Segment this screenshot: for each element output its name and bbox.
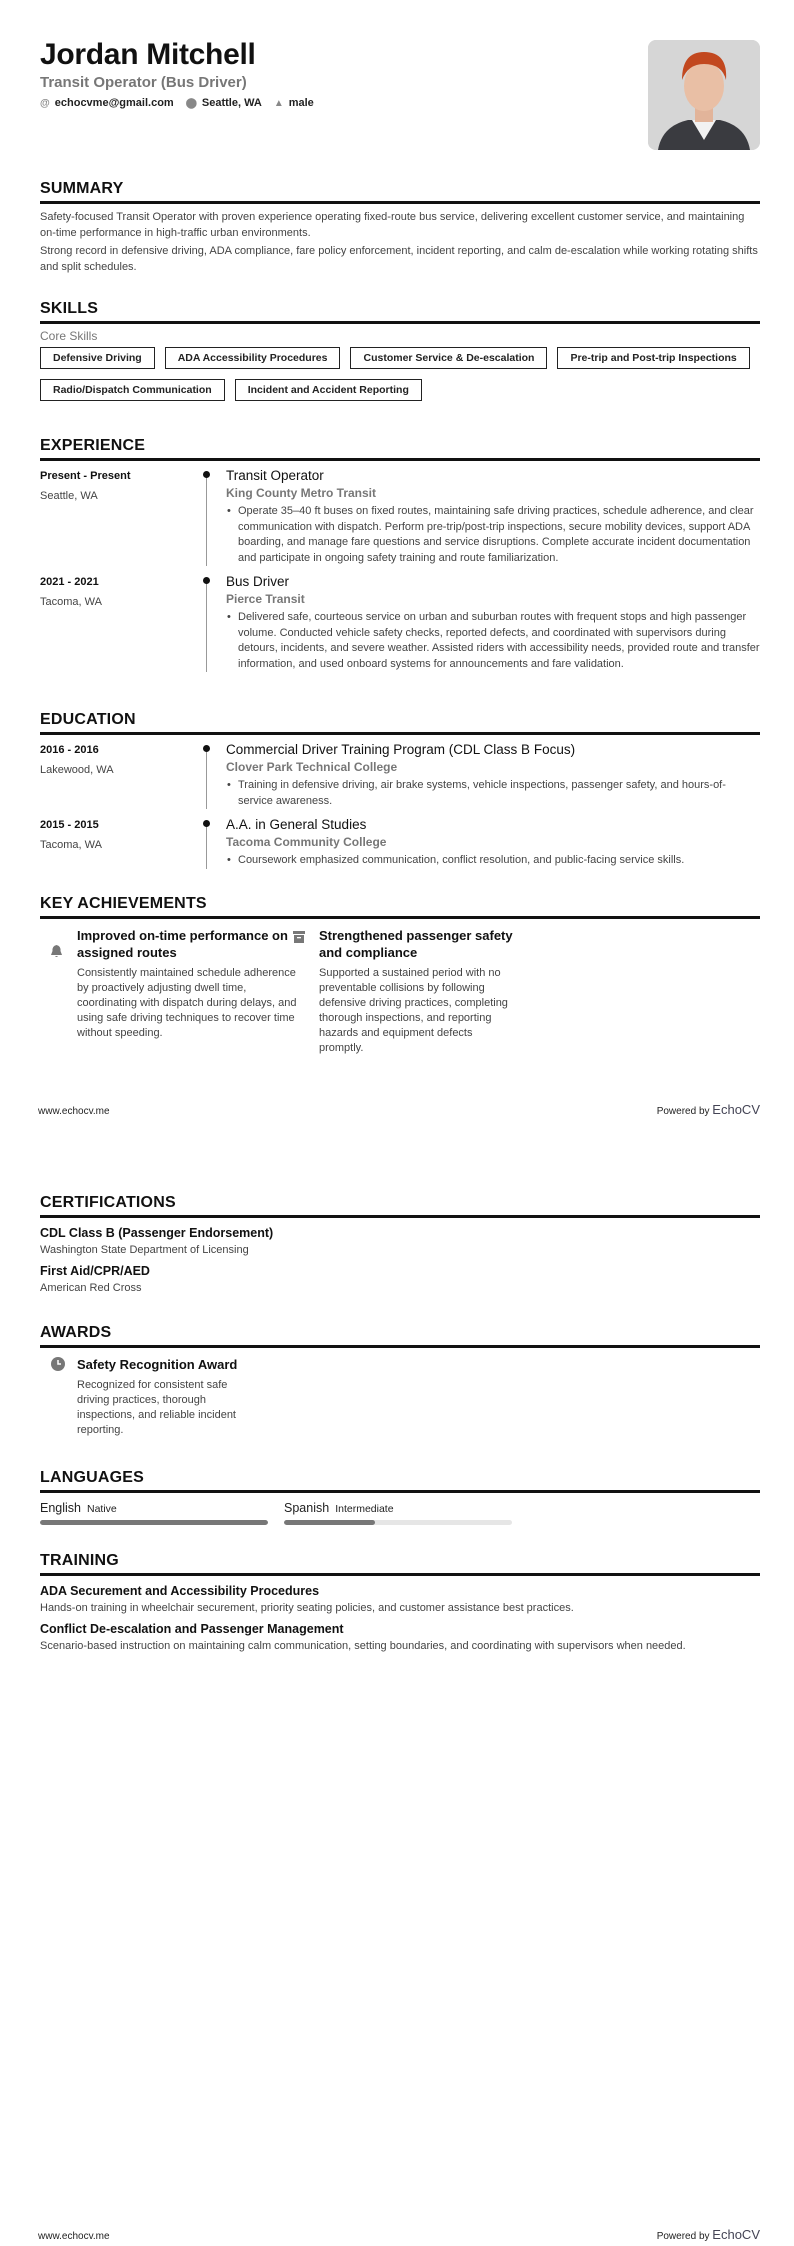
education-section <box>40 711 760 869</box>
education-item <box>40 742 760 809</box>
organization: King County Metro Transit <box>226 486 376 500</box>
training-desc: Scenario-based instruction on maintaining calm communication, setting boundaries, and coordinating with supervisors when needed. <box>40 1640 686 1652</box>
education-item <box>40 817 760 869</box>
timeline-dot <box>203 745 210 752</box>
languages-section <box>40 1469 760 1529</box>
proficiency-bar <box>284 1520 512 1525</box>
achievement-desc: Consistently maintained schedule adherence by proactively adjusting dwell time, coordinating with dispatch during delays, and using safe driving techniques to recover time without speeding. <box>77 967 297 1039</box>
certifications-section <box>40 1194 760 1294</box>
skill-group-label: Core Skills <box>40 329 98 343</box>
achievements-section <box>40 895 760 1095</box>
footer-powered-by: Powered by EchoCV <box>656 2227 760 2242</box>
language-level: Intermediate <box>335 1503 394 1515</box>
role: Transit Operator <box>226 468 324 483</box>
language-item <box>284 1499 512 1525</box>
section-heading: AWARDS <box>40 1324 760 1348</box>
section-heading: EXPERIENCE <box>40 437 760 461</box>
at-icon: @ <box>40 98 50 109</box>
awards-section <box>40 1324 760 1444</box>
location-pin-icon: ⬤ <box>185 98 197 109</box>
role: Bus Driver <box>226 574 290 589</box>
award-desc: Recognized for consistent safe driving practices, thorough inspections, and reliable incident reporting. <box>77 1379 236 1436</box>
training-desc: Hands-on training in wheelchair securement, priority seating policies, and customer assistance best practices. <box>40 1602 574 1614</box>
bullet: • Operate 35–40 ft buses on fixed routes, maintaining safe driving practices, schedule adherence, and clear communication with dispatch. Perform pre-trip/post-trip inspections, secure mobility devices, support ADA boarding, and manage fare questions and service disruptions. Complete accurate incident documentation and participate in ongoing safety training and route familiarization. <box>226 504 760 566</box>
skill-chip: Radio/Dispatch Communication <box>40 379 225 401</box>
location: Lakewood, WA <box>40 764 114 776</box>
award-title: Safety Recognition Award <box>77 1357 238 1372</box>
archive-icon <box>293 931 305 946</box>
contact-info <box>40 97 314 109</box>
location: Seattle, WA <box>40 490 98 502</box>
date-range: 2015 - 2015 <box>40 819 99 831</box>
award-item <box>77 1356 257 1438</box>
language-name: English <box>40 1501 81 1515</box>
language-name: Spanish <box>284 1501 330 1515</box>
profile-photo <box>648 40 760 150</box>
achievement-item <box>319 927 519 1056</box>
clock-icon <box>51 1357 65 1374</box>
summary-text: Strong record in defensive driving, ADA compliance, fare policy enforcement, incident reporting, and calm de-escalation while working rotating shifts and split schedules. <box>40 245 758 273</box>
summary-section <box>40 180 760 275</box>
proficiency-fill <box>284 1520 375 1525</box>
email[interactable]: echocvme@gmail.com <box>54 97 174 109</box>
section-heading: LANGUAGES <box>40 1469 760 1493</box>
timeline-line <box>206 746 207 809</box>
school: Clover Park Technical College <box>226 760 398 774</box>
timeline-line <box>206 578 207 672</box>
date-range: Present - Present <box>40 470 131 482</box>
timeline-dot <box>203 577 210 584</box>
bullet: • Delivered safe, courteous service on urban and suburban routes with frequent stops and high passenger volume. Conducted vehicle safety checks, reported defects, and coordinated with supervisors during detours, incidents, and severe weather. Assisted riders with accessibility needs, provided route and transfer information, and used onboard systems for announcements and fare validation. <box>226 610 760 672</box>
achievement-item <box>77 927 297 1041</box>
person-icon: ▲ <box>273 98 284 109</box>
degree: Commercial Driver Training Program (CDL Class B Focus) <box>226 742 576 757</box>
proficiency-bar <box>40 1520 268 1525</box>
footer-powered-by: Powered by EchoCV <box>656 1102 760 1117</box>
date-range: 2016 - 2016 <box>40 744 99 756</box>
timeline-dot <box>203 820 210 827</box>
section-heading: EDUCATION <box>40 711 760 735</box>
job-title: Transit Operator (Bus Driver) <box>40 74 247 91</box>
bell-icon <box>51 945 62 961</box>
section-heading: SKILLS <box>40 300 760 324</box>
section-heading: CERTIFICATIONS <box>40 1194 760 1218</box>
footer-site-link[interactable]: www.echocv.me <box>38 2231 110 2242</box>
experience-section <box>40 437 760 672</box>
section-heading: KEY ACHIEVEMENTS <box>40 895 760 919</box>
training-title: ADA Securement and Accessibility Procedures <box>40 1584 320 1598</box>
summary-text: Safety-focused Transit Operator with proven experience operating fixed-route bus service, delivering excellent customer service, and maintaining on-time performance in high-traffic urban environments. <box>40 211 745 239</box>
section-heading: SUMMARY <box>40 180 760 204</box>
bullet: • Training in defensive driving, air brake systems, vehicle inspections, passenger safety, and hours-of-service awareness. <box>226 778 760 809</box>
skill-chip: ADA Accessibility Procedures <box>165 347 341 369</box>
bullet: • Coursework emphasized communication, conflict resolution, and public-facing service skills. <box>226 853 760 869</box>
cert-title: First Aid/CPR/AED <box>40 1264 150 1278</box>
achievement-title: Strengthened passenger safety and compliance <box>319 928 513 960</box>
language-level: Native <box>87 1503 117 1515</box>
timeline-dot <box>203 471 210 478</box>
skill-chip: Customer Service & De-escalation <box>350 347 547 369</box>
timeline-line <box>206 821 207 869</box>
cert-title: CDL Class B (Passenger Endorsement) <box>40 1226 274 1240</box>
skill-chip: Defensive Driving <box>40 347 155 369</box>
brand-logo[interactable]: EchoCV <box>712 1102 760 1117</box>
degree: A.A. in General Studies <box>226 817 367 832</box>
location: Seattle, WA <box>201 97 262 109</box>
cert-issuer: Washington State Department of Licensing <box>40 1244 249 1256</box>
brand-logo[interactable]: EchoCV <box>712 2227 760 2242</box>
skill-chip: Incident and Accident Reporting <box>235 379 422 401</box>
language-item <box>40 1499 268 1525</box>
training-title: Conflict De-escalation and Passenger Management <box>40 1622 344 1636</box>
school: Tacoma Community College <box>226 835 387 849</box>
candidate-name: Jordan Mitchell <box>40 38 256 71</box>
location: Tacoma, WA <box>40 596 102 608</box>
gender: male <box>288 97 314 109</box>
timeline-line <box>206 472 207 566</box>
proficiency-fill <box>40 1520 268 1525</box>
skills-section <box>40 300 760 401</box>
location: Tacoma, WA <box>40 839 102 851</box>
achievement-title: Improved on-time performance on assigned routes <box>77 928 288 960</box>
training-section <box>40 1552 760 1652</box>
cert-issuer: American Red Cross <box>40 1282 142 1294</box>
organization: Pierce Transit <box>226 592 305 606</box>
footer-site-link[interactable]: www.echocv.me <box>38 1106 110 1117</box>
experience-item <box>40 574 760 672</box>
skill-chip: Pre-trip and Post-trip Inspections <box>557 347 749 369</box>
date-range: 2021 - 2021 <box>40 576 99 588</box>
section-heading: TRAINING <box>40 1552 760 1576</box>
experience-item <box>40 468 760 566</box>
achievement-desc: Supported a sustained period with no preventable collisions by following defensive driving practices, completing thorough inspections, and reporting hazards and equipment defects promptly. <box>319 967 508 1054</box>
